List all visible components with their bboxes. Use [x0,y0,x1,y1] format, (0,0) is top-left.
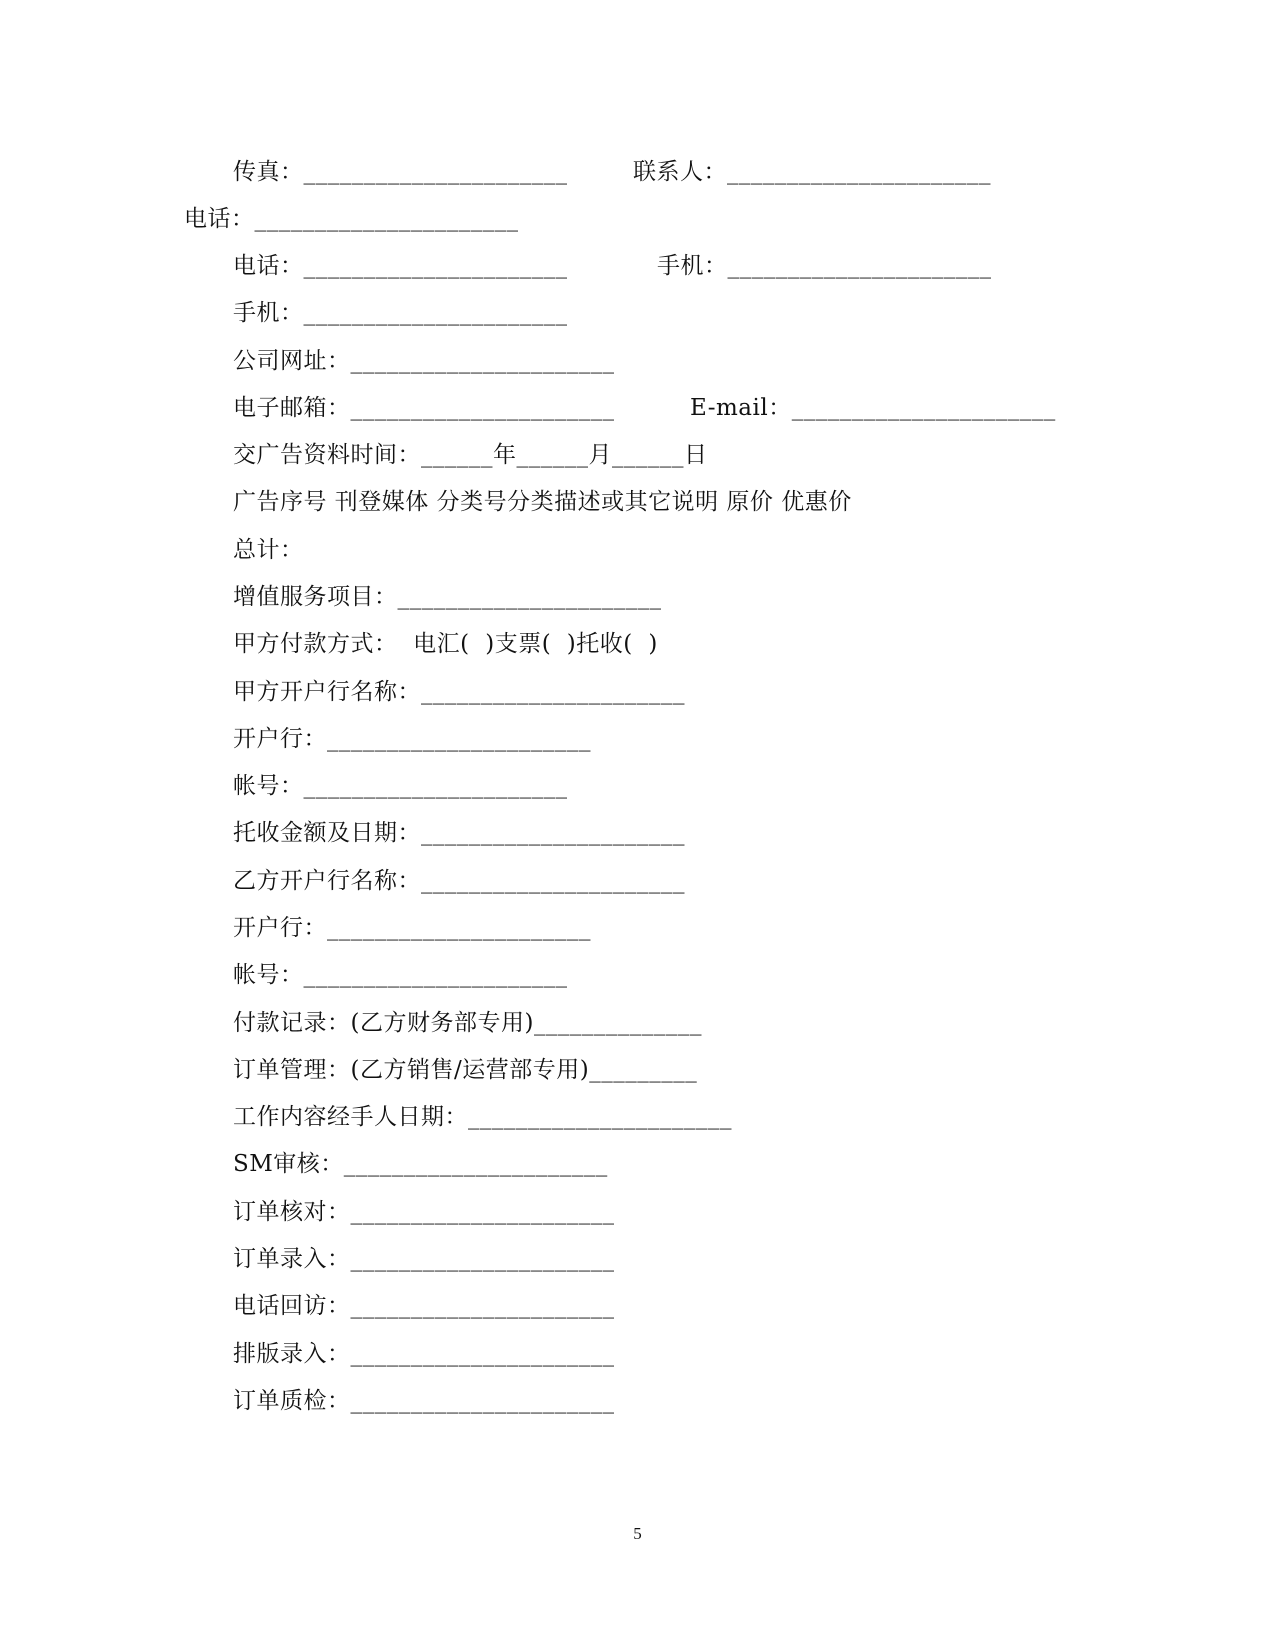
phone-line-a: 电话：______________________ [184,206,519,232]
total-line: 总计： [233,537,304,563]
collection-amount-date-line: 托收金额及日期：______________________ [233,820,685,846]
order-qc-line: 订单质检：______________________ [233,1388,615,1414]
party-a-account-line: 帐号：______________________ [233,773,568,799]
mobile-line-a: 手机：______________________ [657,253,992,279]
sm-review-line: SM审核：______________________ [233,1151,608,1177]
mobile-line-b: 手机：______________________ [233,300,568,326]
payment-method-line: 甲方付款方式： 电汇( )支票( )托收( ) [233,631,658,657]
ad-table-header-line: 广告序号 刊登媒体 分类号分类描述或其它说明 原价 优惠价 [233,489,852,515]
order-management-line: 订单管理：(乙方销售/运营部专用)_________ [233,1057,698,1083]
page-number: 5 [633,1524,642,1543]
contact-person-line: 联系人：______________________ [633,159,991,185]
party-a-bank-name-line: 甲方开户行名称：______________________ [233,679,685,705]
order-entry-line: 订单录入：______________________ [233,1246,615,1272]
value-added-service-line: 增值服务项目：______________________ [233,584,662,610]
layout-entry-line: 排版录入：______________________ [233,1341,615,1367]
work-content-line: 工作内容经手人日期：______________________ [233,1104,732,1130]
email-line: 电子邮箱：______________________ [233,395,615,421]
party-a-bank-line: 开户行：______________________ [233,726,591,752]
party-b-bank-name-line: 乙方开户行名称：______________________ [233,868,685,894]
fax-line: 传真：______________________ [233,159,568,185]
party-b-bank-line: 开户行：______________________ [233,915,591,941]
phone-line-b: 电话：______________________ [233,253,568,279]
ad-material-time-line: 交广告资料时间：______年______月______日 [233,442,708,468]
party-b-account-line: 帐号：______________________ [233,962,568,988]
order-check-line: 订单核对：______________________ [233,1199,615,1225]
phone-callback-line: 电话回访：______________________ [233,1293,615,1319]
payment-record-line: 付款记录：(乙方财务部专用)______________ [233,1010,702,1036]
email-en-line: E-mail：______________________ [690,395,1056,421]
website-line: 公司网址：______________________ [233,348,615,374]
